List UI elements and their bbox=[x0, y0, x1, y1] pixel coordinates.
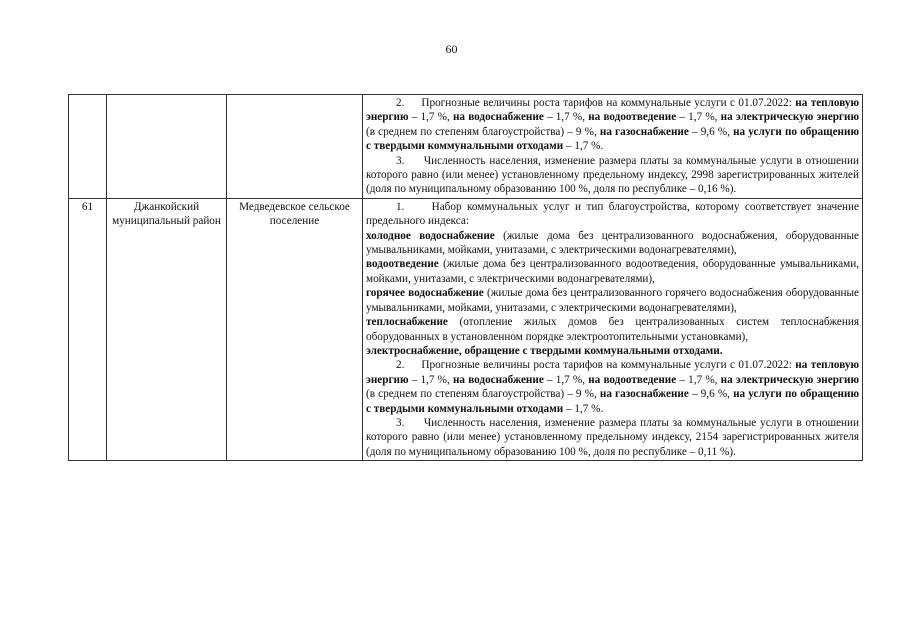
content-cell bbox=[363, 95, 863, 199]
text-run: 1. Набор коммунальных услуг и тип благоустройства, которому соответствует значение предельного индекса: bbox=[366, 200, 859, 228]
page-number: 60 bbox=[445, 42, 458, 56]
content-paragraph bbox=[366, 200, 859, 229]
table-row bbox=[69, 95, 863, 199]
text-run: – 1,7 %, bbox=[408, 373, 453, 386]
text-run: (в среднем по степеням благоустройства) – 9 %, bbox=[366, 388, 600, 401]
text-run: (в среднем по степеням благоустройства) – 9 %, bbox=[366, 125, 600, 138]
bold-text-run: на водоотведение bbox=[588, 111, 677, 124]
settlement-cell: Медведевское сельское поселение bbox=[227, 198, 363, 460]
content-paragraph bbox=[366, 154, 859, 197]
bold-text-run: на водоснабжение bbox=[452, 111, 544, 124]
text-run: – 1,7 %. bbox=[563, 140, 604, 153]
bold-text-run: на электрическую энергию bbox=[720, 111, 860, 124]
content-paragraph bbox=[366, 96, 859, 154]
text-run: – 9,6 %, bbox=[688, 125, 734, 138]
text-run: 3. Численность населения, изменение размера платы за коммунальные услуги в отношении которого равно (или менее) установленному предельному индексу, 2154 зарегистрированных жителя (доля по муниципальному образованию 100 %, доля по республике – 0,11 %). bbox=[366, 416, 859, 458]
row-number-cell: 61 bbox=[69, 198, 107, 460]
district-cell: Джанкойский муниципальный район bbox=[107, 198, 227, 460]
bold-text-run: водоотведение bbox=[366, 258, 439, 271]
text-run: – 1,7 %, bbox=[408, 111, 453, 124]
bold-text-run: на тепловую энергию bbox=[366, 97, 860, 124]
tariff-table bbox=[68, 94, 863, 461]
text-run: – 1,7 %. bbox=[563, 402, 604, 415]
content-paragraph bbox=[366, 315, 859, 344]
content-paragraph bbox=[366, 286, 859, 315]
bold-text-run: на газоснабжение bbox=[599, 388, 689, 401]
settlement-cell bbox=[227, 95, 363, 199]
content-paragraph bbox=[366, 257, 859, 286]
text-run: (жилые дома без централизованного горячего водоснабжения оборудованные умывальниками, мойками, унитазами, с электрическими водонагревателями), bbox=[366, 287, 859, 314]
text-run: – 1,7 %, bbox=[543, 373, 589, 386]
table-row bbox=[69, 198, 863, 460]
bold-text-run: на водоотведение bbox=[588, 373, 677, 386]
bold-text-run: на услуги по обращению с твердыми коммунальными отходами bbox=[366, 125, 859, 153]
text-run: 2. Прогнозные величины роста тарифов на коммунальные услуги с 01.07.2022: bbox=[396, 359, 796, 372]
bold-text-run: на водоснабжение bbox=[452, 373, 544, 386]
bold-text-run: на услуги по обращению с твердыми коммунальными отходами bbox=[366, 388, 859, 415]
text-run: 3. Численность населения, изменение размера платы за коммунальные услуги в отношении которого равно (или менее) установленному предельному индексу, 2998 зарегистрированных жителей (доля по муниципальному образованию 100 %, доля по республике – 0,16 %). bbox=[366, 154, 859, 196]
district-cell bbox=[107, 95, 227, 199]
bold-text-run: на тепловую энергию bbox=[366, 359, 860, 386]
bold-text-run: электроснабжение, обращение с твердыми коммунальными отходами. bbox=[366, 344, 723, 357]
content-cell bbox=[363, 198, 863, 460]
text-run: 2. Прогнозные величины роста тарифов на коммунальные услуги с 01.07.2022: bbox=[396, 97, 796, 109]
content-paragraph bbox=[366, 229, 859, 258]
bold-text-run: холодное водоснабжение bbox=[366, 229, 495, 242]
content-paragraph bbox=[366, 344, 859, 358]
text-run: – 1,7 %, bbox=[676, 111, 721, 124]
text-run: (жилые дома без централизованного водоснабжения, оборудованные умывальниками, мойками, унитазами, с электрическими водонагревателями), bbox=[366, 229, 859, 257]
text-run: – 1,7 %, bbox=[676, 373, 721, 386]
row-number-cell bbox=[69, 95, 107, 199]
text-run: (жилые дома без централизованного водоотведения, оборудованные умывальниками, мойками, унитазами, с электрическими водонагревателями), bbox=[366, 258, 859, 285]
text-run: – 9,6 %, bbox=[688, 388, 734, 401]
bold-text-run: теплоснабжение bbox=[366, 316, 448, 329]
bold-text-run: на газоснабжение bbox=[599, 125, 689, 138]
content-paragraph bbox=[366, 416, 859, 459]
text-run: (отопление жилых домов без централизованных систем теплоснабжения оборудованных в установленном порядке электроотопительными установками), bbox=[366, 316, 859, 343]
bold-text-run: горячее водоснабжение bbox=[366, 287, 484, 300]
bold-text-run: на электрическую энергию bbox=[720, 373, 860, 386]
content-paragraph bbox=[366, 358, 859, 416]
text-run: – 1,7 %, bbox=[543, 111, 589, 124]
